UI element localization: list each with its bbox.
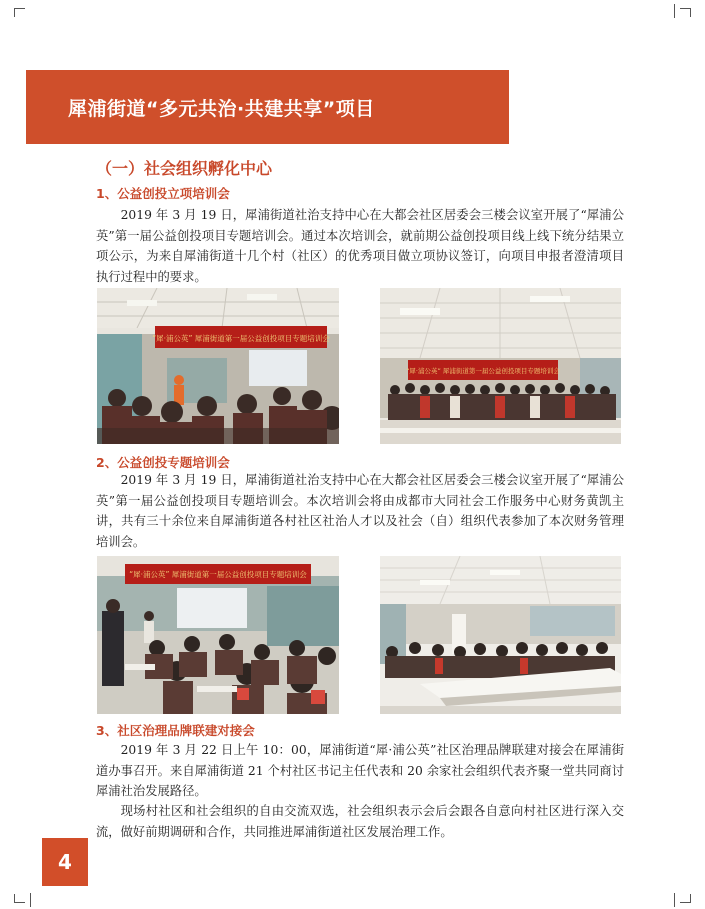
section-title: （一）社会组织孵化中心 [96,159,273,178]
crop-mark-top-left [14,8,25,17]
crop-mark-bottom-right [680,894,691,903]
item-2-paragraph: 2019 年 3 月 19 日，犀浦街道社治支持中心在大都会社区居委会三楼会议室开展了“犀浦公英”第一届公益创投项目专题培训会。本次培训会将由成都市大同社会工作服务中心财务黄凯主讲，共有三十余位来自犀浦街道各村社区社治人才以及社会（自）组织代表参加了本次财务管理培训会。 [96,473,624,549]
title-banner [26,70,509,144]
item-1-paragraph: 2019 年 3 月 19 日，犀浦街道社治支持中心在大都会社区居委会三楼会议室开展了“犀浦公英”第一届公益创投项目专题培训会。通过本次培训会，就前期公益创投项目线上线下统分结果立项公示，为来自犀浦街道十几个村（社区）的优秀项目做立项协议签订，向项目申报者澄清项目执行过程中的要求。 [96,208,624,284]
crop-mark-bottom-right-inner [674,893,675,907]
item-3-heading: 3、社区治理品牌联建对接会 [96,723,255,738]
item-3-paragraph-2: 现场村社区和社会组织的自由交流双选，社会组织表示会后会跟各自意向村社区进行深入交流，做好前期调研和合作，共同推进犀浦街道社区发展治理工作。 [96,804,624,839]
crop-mark-top-right-inner [674,4,675,18]
item-2-heading: 2、公益创投专题培训会 [96,455,230,470]
photo-group-photo-1 [380,288,621,444]
photo-1-banner-text: “犀·浦公英” 犀浦街道第一届公益创投项目专题培训会 [152,334,330,343]
page-number: 4 [42,838,88,886]
item-1-heading: 1、公益创投立项培训会 [96,186,230,201]
photo-training-session-2 [97,556,339,714]
page-title: 犀浦街道“多元共治·共建共享”项目 [68,98,375,120]
photo-training-session-1 [97,288,339,444]
crop-mark-bottom-left [14,894,25,903]
photo-meeting-room [380,556,621,714]
item-3-paragraph: 2019 年 3 月 22 日上午 10：00，犀浦街道“犀·浦公英”社区治理品牌联建对接会在犀浦街道办事召开。来自犀浦街道 21 个村社区书记主任代表和 20 余家社会组织代表齐聚一堂共同商讨犀浦社治发展路径。 [96,743,624,798]
crop-mark-bottom-left-inner [30,893,31,907]
photo-2-banner-text: “犀·浦公英” 犀浦街道第一届公益创投项目专题培训会 [406,367,560,375]
crop-mark-top-right [680,8,691,17]
photo-3-banner-text: “犀·浦公英” 犀浦街道第一届公益创投项目专题培训会 [129,570,307,579]
